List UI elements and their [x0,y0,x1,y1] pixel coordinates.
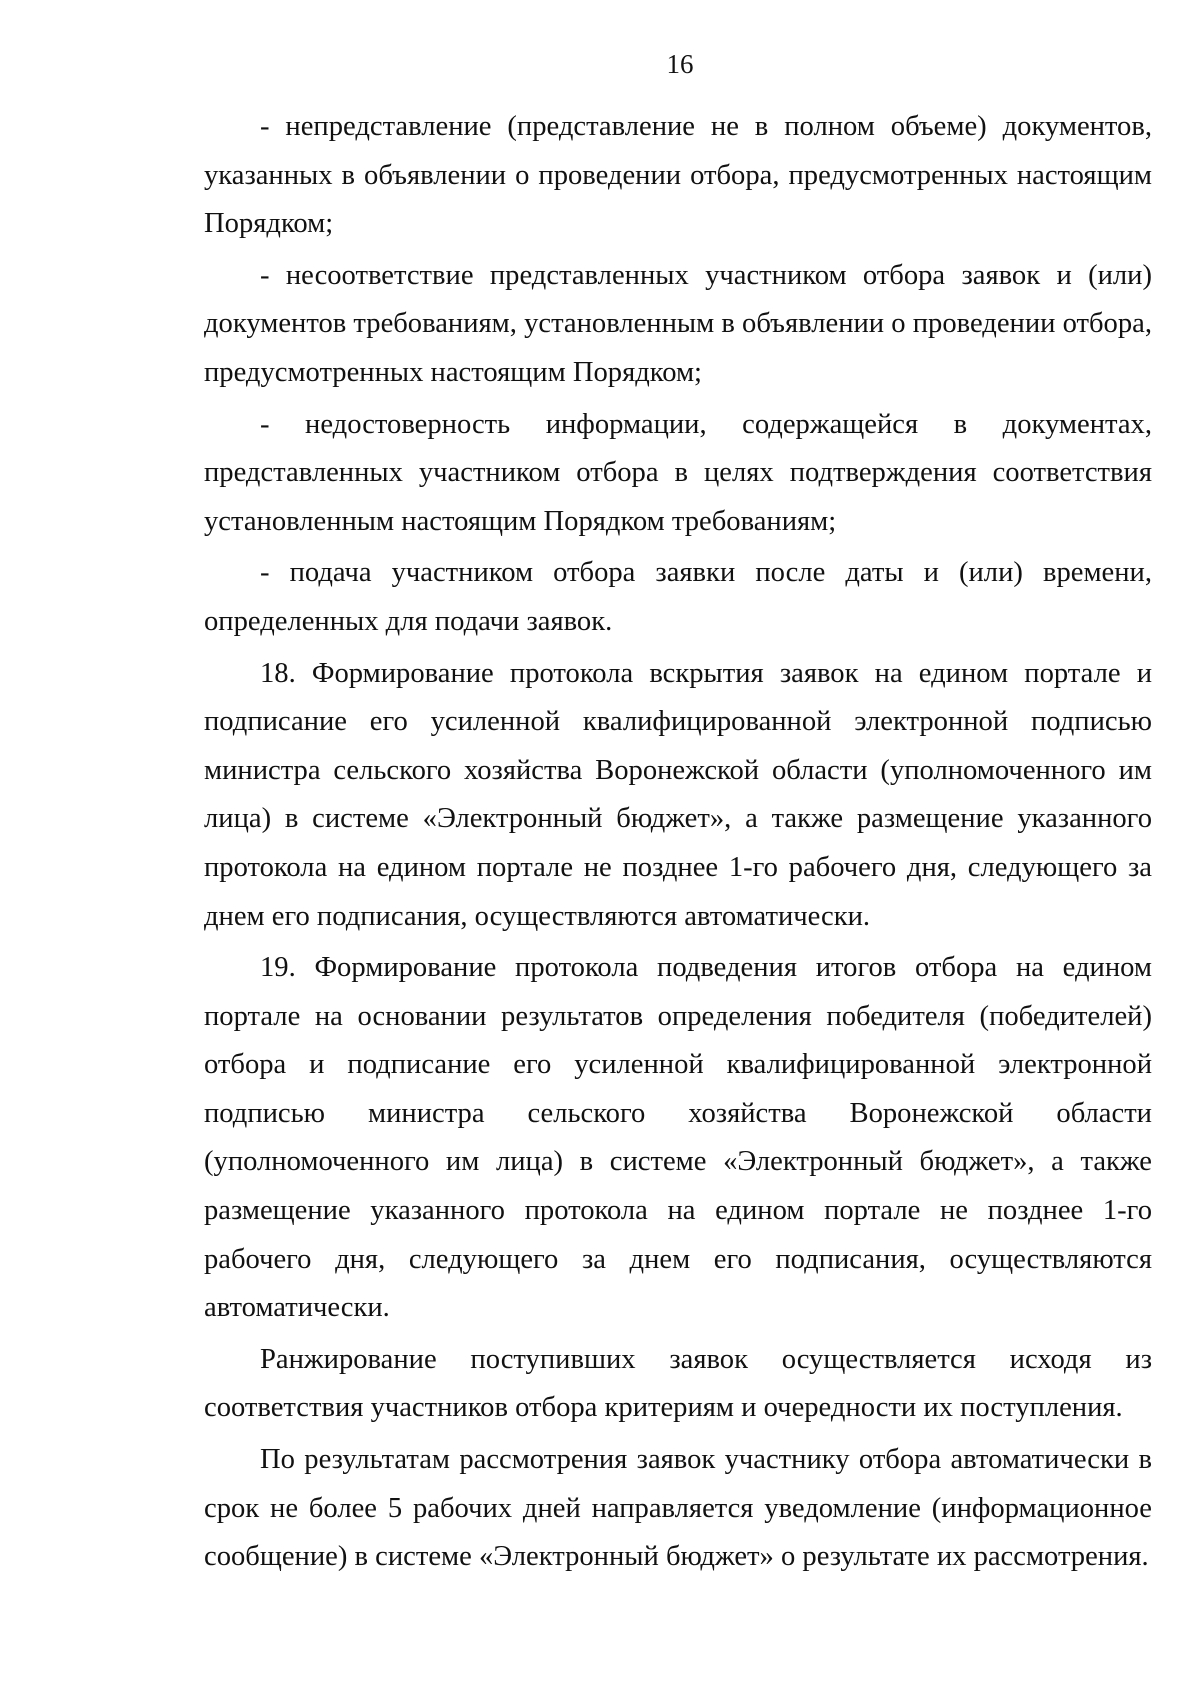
document-body [204,103,1152,1585]
notification-paragraph: По результатам рассмотрения заявок участнику отбора автоматически в срок не более 5 рабочих дней направляется уведомление (информационное сообщение) в системе «Электронный бюджет» о результате их рассмотрения. [204,1444,1152,1573]
list-item-late-submission: - подача участником отбора заявки после даты и (или) времени, определенных для подачи заявок. [204,557,1152,637]
clause-19: 19. Формирование протокола подведения итогов отбора на едином портале на основании результатов определения победителя (победителей) отбора и подписание его усиленной квалифицированной электронной подписью министра сельского хозяйства Воронежской области (уполномоченного им лица) в системе «Электронный бюджет», а также размещение указанного протокола на едином портале не позднее 1-го рабочего дня, следующего за днем его подписания, осуществляются автоматически. [204,952,1152,1324]
clause-18: 18. Формирование протокола вскрытия заявок на едином портале и подписание его усиленной квалифицированной электронной подписью министра сельского хозяйства Воронежской области (уполномоченного им лица) в системе «Электронный бюджет», а также размещение указанного протокола на едином портале не позднее 1-го рабочего дня, следующего за днем его подписания, осуществляются автоматически. [204,657,1152,932]
list-item-noncompliance: - несоответствие представленных участником отбора заявок и (или) документов требованиям, установленным в объявлении о проведении отбора, предусмотренных настоящим Порядком; [204,259,1152,388]
page-number: 16 [666,49,694,79]
ranking-paragraph: Ранжирование поступивших заявок осуществляется исходя из соответствия участников отбора критериям и очередности их поступления. [204,1343,1152,1424]
list-item-missing-documents: - непредставление (представление не в полном объеме) документов, указанных в объявлении о проведении отбора, предусмотренных настоящим Порядком; [204,111,1152,240]
list-item-unreliable-information: - недостоверность информации, содержащейся в документах, представленных участником отбора в целях подтверждения соответствия установленным настоящим Порядком требованиям; [204,408,1152,537]
